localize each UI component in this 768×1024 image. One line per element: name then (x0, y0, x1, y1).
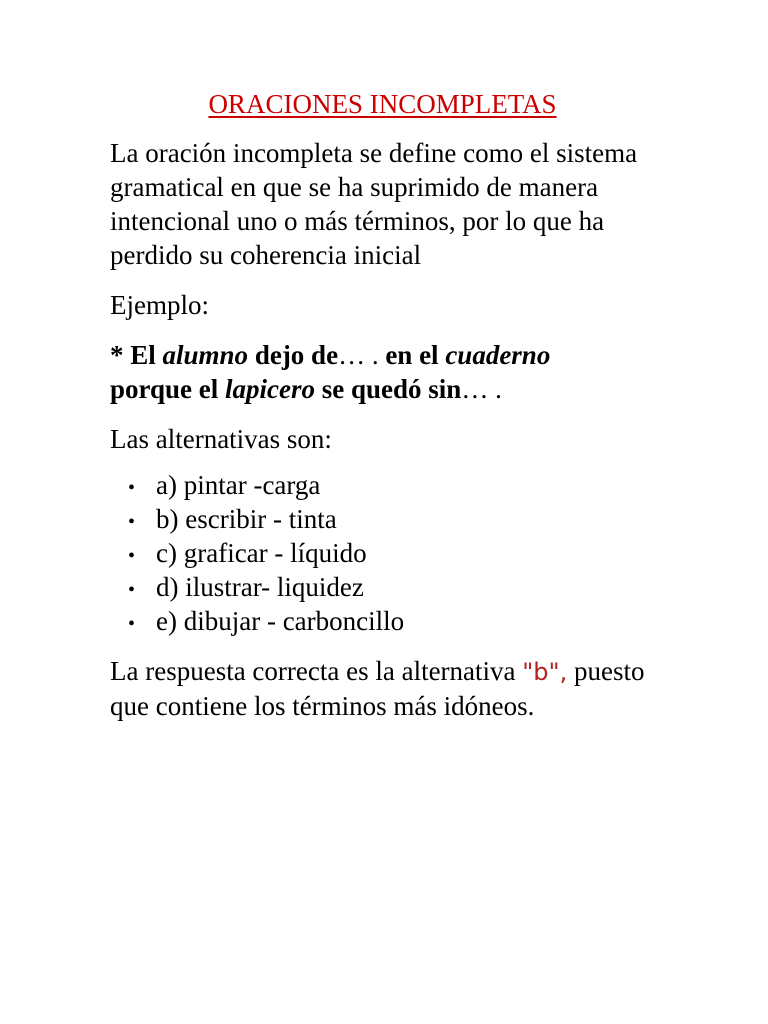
answer-text: La respuesta correcta es la alternativa (110, 656, 523, 686)
list-item (110, 570, 710, 604)
blank-ellipsis: … . (461, 374, 502, 404)
option-text: e) dibujar - carboncillo (156, 606, 405, 636)
example-word-cuaderno: cuaderno (445, 340, 551, 370)
bullet-icon: • (128, 579, 136, 601)
list-item (110, 502, 710, 536)
example-text: * El (110, 340, 163, 370)
options-list (110, 468, 710, 638)
bullet-icon: • (128, 477, 136, 499)
option-text: b) escribir - tinta (156, 504, 337, 534)
example-word-alumno: alumno (162, 340, 249, 370)
option-text: a) pintar -carga (156, 470, 321, 500)
alternatives-label: Las alternativas son: (110, 424, 332, 454)
list-item (110, 536, 710, 570)
intro-paragraph: La oración incompleta se define como el sistema gramatical en que se ha suprimido de manera intencional uno o más términos, por lo que ha perdido su coherencia inicial (110, 138, 638, 270)
list-item (110, 604, 710, 638)
page-title: ORACIONES INCOMPLETAS (208, 89, 557, 119)
bullet-icon: • (128, 545, 136, 567)
answer-paragraph (110, 654, 670, 723)
answer-text: puesto que contiene los términos más idóneos. (110, 656, 645, 721)
blank-ellipsis: … . (338, 340, 386, 370)
example-label: Ejemplo: (110, 290, 209, 320)
answer-highlight: "b", (522, 658, 568, 686)
example-text: porque el (110, 374, 226, 404)
list-item (110, 468, 710, 502)
document-page (110, 86, 710, 723)
example-sentence (110, 338, 670, 406)
example-text: se quedó sin (315, 374, 462, 404)
example-text: dejo de (248, 340, 339, 370)
option-text: c) graficar - líquido (156, 538, 367, 568)
example-text: en el (385, 340, 446, 370)
bullet-icon: • (128, 613, 136, 635)
option-text: d) ilustrar- liquidez (156, 572, 364, 602)
example-word-lapicero: lapicero (225, 374, 315, 404)
bullet-icon: • (128, 511, 136, 533)
